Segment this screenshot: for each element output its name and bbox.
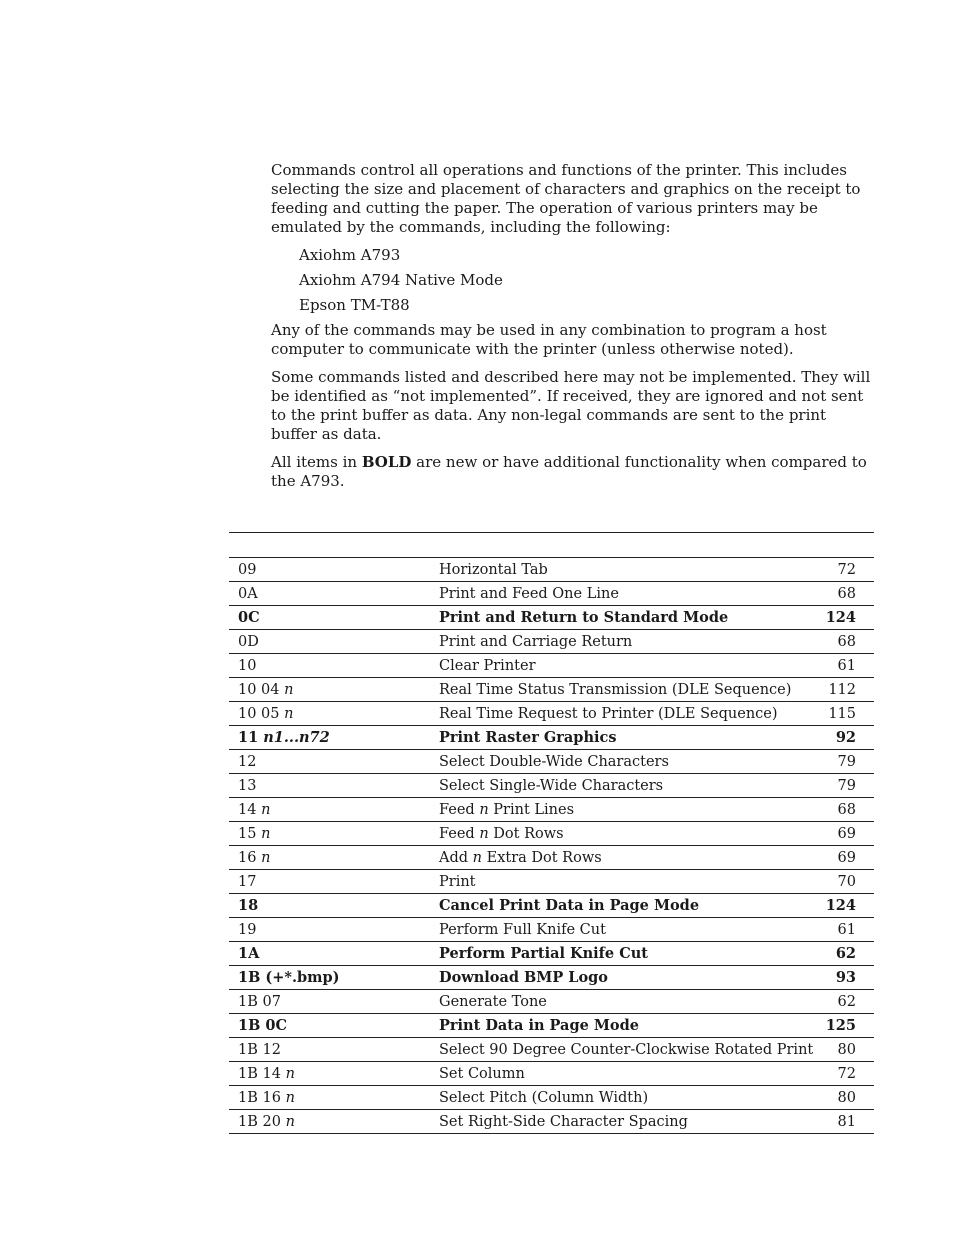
description-parameter: n [472,849,482,866]
page-number: 68 [837,633,856,650]
command-code-cell [229,994,439,1010]
command-description: Set Column [439,1065,525,1082]
command-description-cell [439,897,809,914]
page-number: 68 [837,801,856,818]
table-row [229,966,874,990]
table-row [229,1110,874,1134]
command-description-cell [439,1090,809,1106]
page-number: 70 [837,873,856,890]
command-code: 19 [238,921,257,938]
command-code: 11 [238,729,264,746]
command-description: Set Right-Side Character Spacing [439,1113,688,1130]
command-description-cell [439,634,809,650]
command-description: Print Raster Graphics [439,729,617,746]
bold-note-keyword: BOLD [361,453,412,471]
page-number: 93 [835,969,856,986]
table-row [229,606,874,630]
command-parameter: n1...n72 [263,729,330,746]
command-code-cell [229,754,439,770]
page-number: 62 [835,945,856,962]
command-code-cell [229,945,439,962]
command-code-cell [229,802,439,818]
command-parameter: n [261,849,271,866]
command-code: 1B 14 [238,1065,286,1082]
table-row [229,726,874,750]
table-row [229,630,874,654]
page-number: 72 [837,1065,856,1082]
command-code-cell [229,1042,439,1058]
table-row [229,678,874,702]
command-description: Perform Full Knife Cut [439,921,606,938]
command-description-cell [439,706,809,722]
command-description: Download BMP Logo [439,969,608,986]
command-code-cell [229,969,439,986]
command-code: 0D [238,633,259,650]
command-description: Cancel Print Data in Page Mode [439,897,700,914]
command-code-cell [229,1017,439,1034]
command-code-cell [229,1114,439,1130]
command-code: 1B 0C [238,1017,288,1034]
description-parameter: n [479,801,489,818]
emulation-list-item: Axiohm A793 [299,246,401,264]
command-parameter: n [284,705,294,722]
command-table [229,532,874,1134]
command-description: Clear Printer [439,657,536,674]
command-description-cell [439,802,809,818]
combination-paragraph: Any of the commands may be used in any combination to program a host computer to communicate with the printer (unless otherwise noted). [271,321,827,358]
command-code: 1B (+*.bmp) [238,969,340,986]
command-description-cell [439,922,809,938]
command-parameter: n [285,1113,295,1130]
emulation-list-item: Epson TM-T88 [299,296,410,314]
command-code: 10 [238,657,257,674]
command-code-cell [229,826,439,842]
command-description-cell [439,1114,809,1130]
command-description: Print and Feed One Line [439,585,619,602]
command-description: Print and Carriage Return [439,633,633,650]
command-description-cell [439,945,809,962]
command-description: Print [439,873,476,890]
table-header-row [229,533,874,558]
command-code-cell [229,874,439,890]
page-number: 125 [825,1017,856,1034]
command-description-cell [439,850,809,866]
table-row [229,942,874,966]
command-description-cell [439,826,809,842]
command-description-cell [439,754,809,770]
command-description-cell [439,778,809,794]
table-row [229,750,874,774]
page-number: 112 [828,681,856,698]
command-code-cell [229,729,439,746]
command-code: 14 [238,801,262,818]
table-row [229,1014,874,1038]
page-number: 68 [837,585,856,602]
page-number: 124 [825,609,856,626]
command-code-cell [229,562,439,578]
table-row [229,846,874,870]
command-description-cell [439,658,809,674]
command-code: 15 [238,825,262,842]
command-description-cell [439,969,809,986]
command-code: 0A [238,585,258,602]
command-description-suffix: Dot Rows [488,825,564,842]
page-number: 62 [837,993,856,1010]
command-code: 16 [238,849,262,866]
command-description: Feed [439,801,480,818]
command-description: Select Single-Wide Characters [439,777,664,794]
command-description: Horizontal Tab [439,561,548,578]
command-description-suffix: Extra Dot Rows [482,849,602,866]
emulation-list-item: Axiohm A794 Native Mode [299,271,503,289]
page-number: 69 [837,849,856,866]
table-row [229,798,874,822]
command-code-cell [229,609,439,626]
page-number: 124 [825,897,856,914]
command-code-cell [229,658,439,674]
command-code-cell [229,850,439,866]
command-description: Print Data in Page Mode [439,1017,639,1034]
command-code: 10 04 [238,681,285,698]
bold-note-paragraph [271,453,873,491]
intro-section [271,161,873,500]
page-number: 79 [837,777,856,794]
command-code: 18 [238,897,259,914]
command-description-cell [439,562,809,578]
command-parameter: n [261,825,271,842]
command-code: 1B 12 [238,1041,281,1058]
command-description-suffix: Print Lines [488,801,575,818]
table-row [229,1038,874,1062]
command-description: Real Time Status Transmission (DLE Sequence) [439,681,792,698]
page-number: 79 [837,753,856,770]
page-number: 72 [837,561,856,578]
table-row [229,1086,874,1110]
command-code-cell [229,897,439,914]
command-description-cell [439,586,809,602]
command-description-cell [439,729,809,746]
command-description: Select Double-Wide Characters [439,753,669,770]
command-code-cell [229,922,439,938]
command-description-cell [439,994,809,1010]
page-number: 80 [837,1089,856,1106]
table-row [229,990,874,1014]
table-row [229,894,874,918]
intro-paragraph: Commands control all operations and functions of the printer. This includes selecting the size and placement of characters and graphics on the receipt to feeding and cutting the paper. The operation of various printers may be emulated by the commands, including the following: [271,161,861,236]
command-code-cell [229,706,439,722]
table-row [229,822,874,846]
table-row [229,702,874,726]
command-description: Generate Tone [439,993,547,1010]
command-description: Add [439,849,473,866]
not-implemented-paragraph: Some commands listed and described here may not be implemented. They will be identified as “not implemented”. If received, they are ignored and not sent to the print buffer as data. Any non-legal commands are sent to the print buffer as data. [271,368,871,443]
table-body [229,558,874,1134]
table-row [229,918,874,942]
page-number: 81 [837,1113,856,1130]
page-number: 92 [835,729,856,746]
command-description: Print and Return to Standard Mode [439,609,729,626]
bold-note-suffix: are new or have additional functionality when compared to the A793. [271,453,867,490]
command-code: 0C [238,609,260,626]
command-parameter: n [284,681,294,698]
page-number: 115 [828,705,856,722]
command-code-cell [229,634,439,650]
command-parameter: n [261,801,271,818]
command-parameter: n [285,1089,295,1106]
page-number: 61 [837,921,856,938]
command-code-cell [229,778,439,794]
command-description-cell [439,609,809,626]
command-description: Select 90 Degree Counter-Clockwise Rotated Print [439,1041,814,1058]
page-number: 69 [837,825,856,842]
table-row [229,558,874,582]
command-description: Perform Partial Knife Cut [439,945,648,962]
command-description-cell [439,682,809,698]
description-parameter: n [479,825,489,842]
command-parameter: n [285,1065,295,1082]
command-code: 1A [238,945,260,962]
command-code-cell [229,586,439,602]
command-code: 1B 07 [238,993,281,1010]
command-code: 09 [238,561,257,578]
command-code: 17 [238,873,257,890]
command-description-cell [439,1066,809,1082]
command-code-cell [229,1090,439,1106]
page-number: 80 [837,1041,856,1058]
command-code-cell [229,682,439,698]
command-code: 13 [238,777,257,794]
command-description-cell [439,1017,809,1034]
command-code-cell [229,1066,439,1082]
command-code: 1B 20 [238,1113,286,1130]
command-description: Real Time Request to Printer (DLE Sequence) [439,705,778,722]
table-row [229,1062,874,1086]
command-description: Feed [439,825,480,842]
command-code: 10 05 [238,705,285,722]
page-number: 61 [837,657,856,674]
command-description-cell [439,874,809,890]
command-description-cell [439,1041,814,1058]
command-code: 1B 16 [238,1089,286,1106]
table-row [229,654,874,678]
table-row [229,582,874,606]
command-description: Select Pitch (Column Width) [439,1089,649,1106]
command-code: 12 [238,753,257,770]
table-row [229,870,874,894]
table-row [229,774,874,798]
bold-note-prefix: All items in [271,453,362,471]
